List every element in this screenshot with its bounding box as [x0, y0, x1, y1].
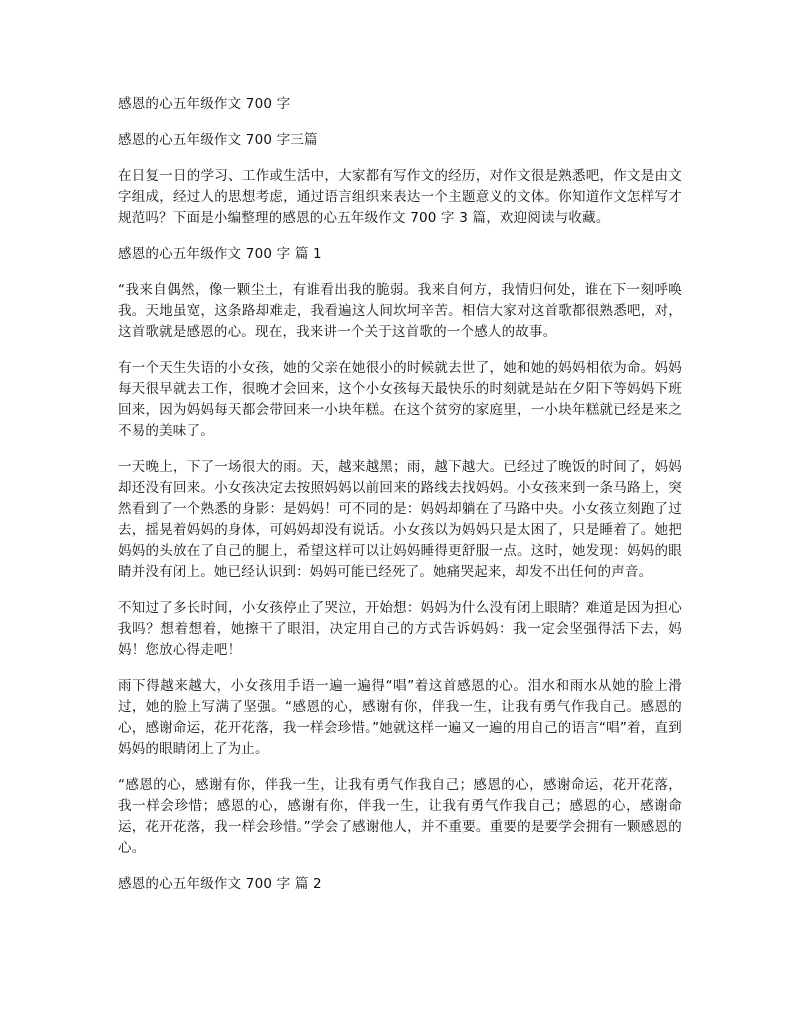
- intro-paragraph: 在日复一日的学习、工作或生活中，大家都有写作文的经历，对作文很是熟悉吧，作文是由文字组成，经过人的思想考虑，通过语言组织来表达一个主题意义的文体。你知道作文怎样写才规范吗？下面是小编整理的感恩的心五年级作文 700 字 3 篇，欢迎阅读与收藏。: [118, 168, 682, 226]
- section-2-title: 感恩的心五年级作文 700 字 篇 2: [118, 876, 322, 892]
- document-title: 感恩的心五年级作文 700 字: [118, 96, 291, 112]
- story-paragraph-5: 雨下得越来越大，小女孩用手语一遍一遍得“唱”着这首感恩的心。泪水和雨水从她的脸上滑过，她的脸上写满了坚强。“感恩的心，感谢有你，伴我一生，让我有勇气作我自己。感恩的心，感谢命运，花开花落，我一样会珍惜。”她就这样一遍又一遍的用自己的语言“唱”着，直到妈妈的眼睛闭上了为止。: [118, 678, 682, 757]
- document-body: [118, 94, 682, 895]
- story-paragraph-3: 一天晚上，下了一场很大的雨。天，越来越黑；雨，越下越大。已经过了晚饭的时间了，妈妈却还没有回来。小女孩决定去按照妈妈以前回来的路线去找妈妈。小女孩来到一条马路上，突然看到了一个熟悉的身影：是妈妈！可不同的是：妈妈却躺在了马路中央。小女孩立刻跑了过去，摇晃着妈妈的身体，可妈妈却没有说话。小女孩以为妈妈只是太困了，只是睡着了。她把妈妈的头放在了自己的腿上，希望这样可以让妈妈睡得更舒服一点。这时，她发现：妈妈的眼睛并没有闭上。她已经认识到：妈妈可能已经死了。她痛哭起来，却发不出任何的声音。: [118, 459, 682, 580]
- document-subtitle: 感恩的心五年级作文 700 字三篇: [118, 132, 318, 148]
- story-paragraph-1: “我来自偶然，像一颗尘土，有谁看出我的脆弱。我来自何方，我情归何处，谁在下一刻呼唤我。天地虽宽，这条路却难走，我看遍这人间坎坷辛苦。相信大家对这首歌都很熟悉吧，对，这首歌就是感恩的心。现在，我来讲一个关于这首歌的一个感人的故事。: [118, 282, 682, 340]
- section-1-title: 感恩的心五年级作文 700 字 篇 1: [118, 246, 322, 262]
- story-paragraph-2: 有一个天生失语的小女孩，她的父亲在她很小的时候就去世了，她和她的妈妈相依为命。妈妈每天很早就去工作，很晚才会回来，这个小女孩每天最快乐的时刻就是站在夕阳下等妈妈下班回来，因为妈妈每天都会带回来一小块年糕。在这个贫穷的家庭里，一小块年糕就已经是来之不易的美味了。: [118, 360, 682, 439]
- story-paragraph-4: 不知过了多长时间，小女孩停止了哭泣，开始想：妈妈为什么没有闭上眼睛？难道是因为担心我吗？想着想着，她擦干了眼泪，决定用自己的方式告诉妈妈：我一定会坚强得活下去，妈妈！您放心得走吧！: [118, 600, 682, 658]
- story-paragraph-6: “感恩的心，感谢有你，伴我一生，让我有勇气作我自己；感恩的心，感谢命运，花开花落，我一样会珍惜；感恩的心，感谢有你，伴我一生，让我有勇气作我自己；感恩的心，感谢命运，花开花落，我一样会珍惜。”学会了感谢他人，并不重要。重要的是要学会拥有一颗感恩的心。: [118, 777, 682, 856]
